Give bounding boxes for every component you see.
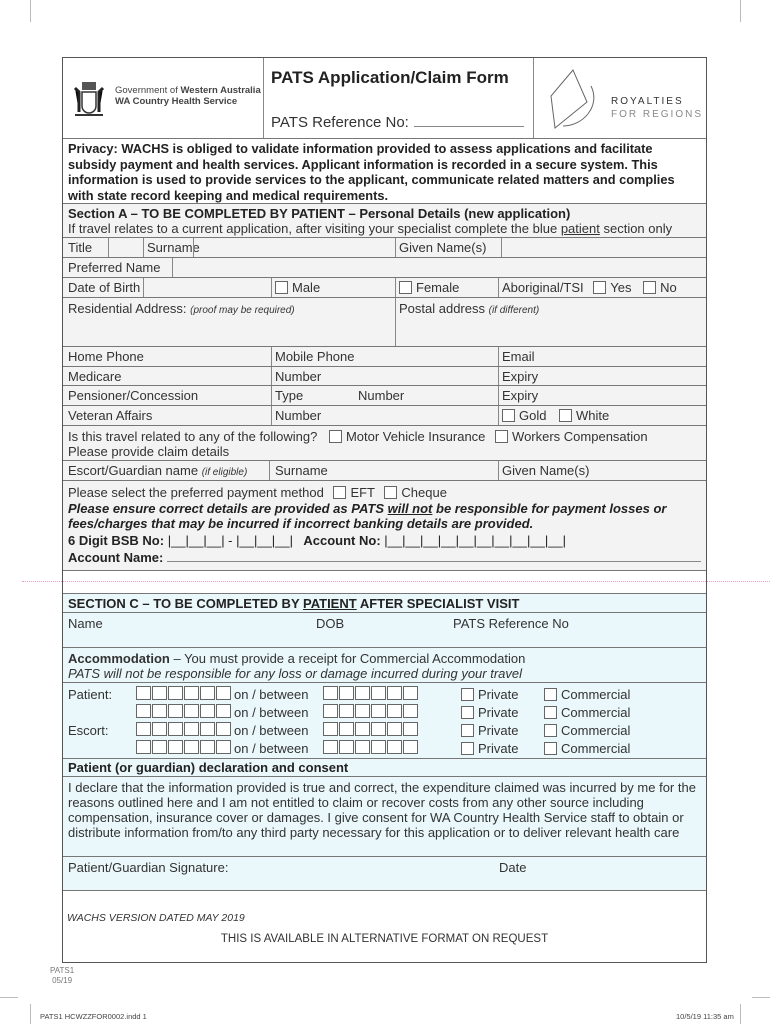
escort-surname-label: Surname xyxy=(275,463,328,478)
form-code xyxy=(50,966,74,986)
dob-row[interactable] xyxy=(63,278,706,298)
female-label: Female xyxy=(416,280,460,295)
warning-text-end: be responsible for payment losses or fees/charges that may be incurred if incorrect banking details are provided. xyxy=(68,501,667,531)
accommodation-header xyxy=(63,648,706,683)
medicare-number-label: Number xyxy=(275,369,322,384)
escort-note: (if eligible) xyxy=(201,467,248,478)
male-checkbox[interactable] xyxy=(275,280,320,295)
veteran-number-label: Number xyxy=(275,408,322,423)
pats-ref-label: PATS Reference No: xyxy=(271,114,409,131)
no-label: No xyxy=(660,280,677,295)
commercial-checkbox[interactable] xyxy=(544,705,630,720)
from-date-boxes[interactable] xyxy=(136,686,232,701)
pension-type-label: Type xyxy=(275,388,304,403)
mobile-phone-label: Mobile Phone xyxy=(275,349,355,364)
pension-number-label: Number xyxy=(358,388,405,403)
crop-mark xyxy=(30,1004,31,1024)
section-a-title: Section A – TO BE COMPLETED BY PATIENT – Personal Details (new application) xyxy=(68,206,571,221)
note-text-end: section only xyxy=(599,221,673,236)
service-name: WA Country Health Service xyxy=(115,96,238,107)
eft-checkbox[interactable] xyxy=(333,485,374,500)
between-label: on / between xyxy=(234,687,309,702)
royalties-text xyxy=(611,95,703,121)
privacy-statement: Privacy: WACHS is obliged to validate information provided to assess applications and facilitate subsidy payment and health services. Applicant information is recorded in a secure system. This information is used to provide services to the applicant, communicate related matters and complies with state record keeping and medical requirements. xyxy=(63,139,706,204)
declaration-header xyxy=(63,759,706,777)
travel-question: Is this travel related to any of the following? xyxy=(68,429,318,444)
spacer xyxy=(63,571,706,594)
veteran-row[interactable] xyxy=(63,406,706,426)
bsb-label: 6 Digit BSB No: xyxy=(68,533,165,548)
white-checkbox[interactable] xyxy=(559,408,609,423)
payment-question: Please select the preferred payment method xyxy=(68,485,324,500)
section-c-name-row[interactable] xyxy=(63,613,706,648)
to-date-boxes[interactable] xyxy=(323,704,419,719)
section-a-header xyxy=(63,204,706,238)
bank-numbers xyxy=(68,532,701,549)
gov-prefix: Government of xyxy=(115,85,181,96)
accommodation-row xyxy=(63,704,706,722)
preferred-name-label: Preferred Name xyxy=(68,260,161,275)
pats-form xyxy=(62,57,707,963)
crop-mark xyxy=(740,0,741,22)
private-checkbox[interactable] xyxy=(461,723,518,738)
private-checkbox[interactable] xyxy=(461,705,518,720)
c-ref-label: PATS Reference No xyxy=(453,616,569,631)
cheque-label: Cheque xyxy=(401,485,447,500)
signature-row[interactable] xyxy=(63,857,706,891)
pats-ref-field[interactable] xyxy=(271,114,524,131)
phone-row[interactable] xyxy=(63,347,706,367)
postal-address-label: Postal address xyxy=(399,301,485,316)
accommodation-row-label: Escort: xyxy=(68,723,109,738)
no-checkbox[interactable] xyxy=(643,280,677,295)
residential-address-label: Residential Address: xyxy=(68,301,187,316)
address-row[interactable] xyxy=(63,298,706,347)
mvi-checkbox[interactable] xyxy=(329,429,485,444)
declaration-body: I declare that the information provided is true and correct, the expenditure claimed was incurred by me for the reasons outlined here and I am not entitled to claim or recover costs from any other source including compensation, insurance cover or damages. I give consent for WA Country Health Service staff to obtain or distribute information from/to any third party necessary for this application or to deliver relevant health care xyxy=(63,777,706,857)
female-checkbox[interactable] xyxy=(399,280,459,295)
section-c-title-end: AFTER SPECIALIST VISIT xyxy=(356,596,520,611)
private-label: Private xyxy=(478,705,519,720)
commercial-checkbox[interactable] xyxy=(544,723,630,738)
escort-given-label: Given Name(s) xyxy=(502,463,590,478)
royalties-line1: ROYALTIES xyxy=(611,96,684,107)
white-label: White xyxy=(576,408,610,423)
from-date-boxes[interactable] xyxy=(136,722,232,737)
account-no-label: Account No: xyxy=(303,533,381,548)
accommodation-rows xyxy=(63,683,706,759)
residential-note: (proof may be required) xyxy=(190,305,295,316)
crop-mark xyxy=(30,0,31,22)
between-label: on / between xyxy=(234,705,309,720)
commercial-label: Commercial xyxy=(561,687,631,702)
account-name-label: Account Name: xyxy=(68,550,164,565)
crop-mark xyxy=(0,997,18,998)
preferred-name-row[interactable] xyxy=(63,258,706,278)
commercial-checkbox[interactable] xyxy=(544,741,630,756)
eft-label: EFT xyxy=(350,485,375,500)
email-label: Email xyxy=(502,349,535,364)
aboriginal-field xyxy=(502,280,677,295)
private-label: Private xyxy=(478,741,519,756)
yes-label: Yes xyxy=(610,280,632,295)
warning-text: Please ensure correct details are provided as PATS xyxy=(68,501,388,516)
declaration-title: Patient (or guardian) declaration and consent xyxy=(68,760,349,775)
section-c-header xyxy=(63,594,706,613)
slug-filename: PATS1 HCWZZFOR0002.indd 1 xyxy=(40,1012,147,1021)
private-checkbox[interactable] xyxy=(461,741,518,756)
royalties-logo-icon xyxy=(543,66,603,134)
accommodation-note: PATS will not be responsible for any loss or damage incurred during your travel xyxy=(68,666,523,681)
pension-expiry-label: Expiry xyxy=(502,388,539,403)
to-date-boxes[interactable] xyxy=(323,722,419,737)
commercial-checkbox[interactable] xyxy=(544,687,630,702)
payment-section xyxy=(63,481,706,571)
pensioner-row[interactable] xyxy=(63,386,706,406)
pensioner-label: Pensioner/Concession xyxy=(68,388,199,403)
claim-details-label: Please provide claim details xyxy=(68,444,230,459)
form-code-id: PATS1 xyxy=(50,966,75,975)
from-date-boxes[interactable] xyxy=(136,740,232,755)
yes-checkbox[interactable] xyxy=(593,280,631,295)
accommodation-row xyxy=(63,740,706,758)
alt-format-text: THIS IS AVAILABLE IN ALTERNATIVE FORMAT ON REQUEST xyxy=(220,933,549,945)
travel-row xyxy=(63,426,706,461)
accommodation-row xyxy=(63,722,706,740)
escort-label: Escort/Guardian name xyxy=(68,463,199,478)
crop-mark xyxy=(740,1004,741,1024)
to-date-boxes[interactable] xyxy=(323,740,419,755)
postal-note: (if different) xyxy=(488,305,540,316)
bsb-input[interactable]: |__|__|__| - |__|__|__| xyxy=(167,533,294,548)
surname-label: Surname xyxy=(147,240,200,255)
fold-line xyxy=(22,581,770,582)
from-date-boxes[interactable] xyxy=(136,704,232,719)
signature-date-label: Date xyxy=(499,860,527,875)
crop-mark xyxy=(752,997,770,998)
form-code-date: 05/19 xyxy=(52,976,73,985)
medicare-label: Medicare xyxy=(68,369,122,384)
gov-text xyxy=(115,85,261,107)
accommodation-label: Accommodation xyxy=(68,651,170,666)
between-label: on / between xyxy=(234,741,309,756)
note-underline: patient xyxy=(560,221,600,236)
signature-label: Patient/Guardian Signature: xyxy=(68,860,229,875)
form-header xyxy=(63,58,706,139)
royalties-line2: FOR REGIONS xyxy=(611,109,704,120)
warning-underline: will not xyxy=(387,501,433,516)
title-label: Title xyxy=(68,240,93,255)
account-name-field[interactable] xyxy=(68,549,701,566)
c-name-label: Name xyxy=(68,616,103,631)
private-label: Private xyxy=(478,687,519,702)
home-phone-label: Home Phone xyxy=(68,349,144,364)
cheque-checkbox[interactable] xyxy=(384,485,447,500)
accommodation-row xyxy=(63,686,706,704)
private-checkbox[interactable] xyxy=(461,687,518,702)
to-date-boxes[interactable] xyxy=(323,686,419,701)
section-c-underline: PATIENT xyxy=(303,596,357,611)
gold-label: Gold xyxy=(519,408,547,423)
private-label: Private xyxy=(478,723,519,738)
note-text: If travel relates to a current application, after visiting your specialist complete the blue xyxy=(68,221,561,236)
commercial-label: Commercial xyxy=(561,705,631,720)
between-label: on / between xyxy=(234,723,309,738)
gov-name: Western Australia xyxy=(180,85,261,96)
given-name-label: Given Name(s) xyxy=(399,240,487,255)
veteran-label: Veteran Affairs xyxy=(68,408,153,423)
commercial-label: Commercial xyxy=(561,723,631,738)
banking-warning xyxy=(68,501,701,531)
form-title: PATS Application/Claim Form xyxy=(271,68,509,87)
version-text: WACHS VERSION DATED MAY 2019 xyxy=(67,912,245,924)
accommodation-text: – You must provide a receipt for Commercial Accommodation xyxy=(169,651,526,666)
workers-comp-label: Workers Compensation xyxy=(512,429,648,444)
aboriginal-label: Aboriginal/TSI xyxy=(502,280,584,295)
section-c-title: SECTION C – TO BE COMPLETED BY xyxy=(68,596,303,611)
escort-row[interactable] xyxy=(63,461,706,481)
male-label: Male xyxy=(292,280,321,295)
medicare-row[interactable] xyxy=(63,367,706,386)
dob-label: Date of Birth xyxy=(68,280,141,295)
workers-comp-checkbox[interactable] xyxy=(495,429,648,444)
medicare-expiry-label: Expiry xyxy=(502,369,539,384)
account-no-input[interactable]: |__|__|__|__|__|__|__|__|__|__| xyxy=(384,533,567,548)
name-row[interactable] xyxy=(63,238,706,258)
slug-date: 10/5/19 11:35 am xyxy=(676,1012,734,1021)
commercial-label: Commercial xyxy=(561,741,631,756)
mvi-label: Motor Vehicle Insurance xyxy=(345,429,486,444)
section-a-note xyxy=(68,221,701,236)
accommodation-row-label: Patient: xyxy=(68,687,113,702)
wa-crest-icon xyxy=(73,80,105,118)
gold-checkbox[interactable] xyxy=(502,408,546,423)
c-dob-label: DOB xyxy=(316,616,345,631)
